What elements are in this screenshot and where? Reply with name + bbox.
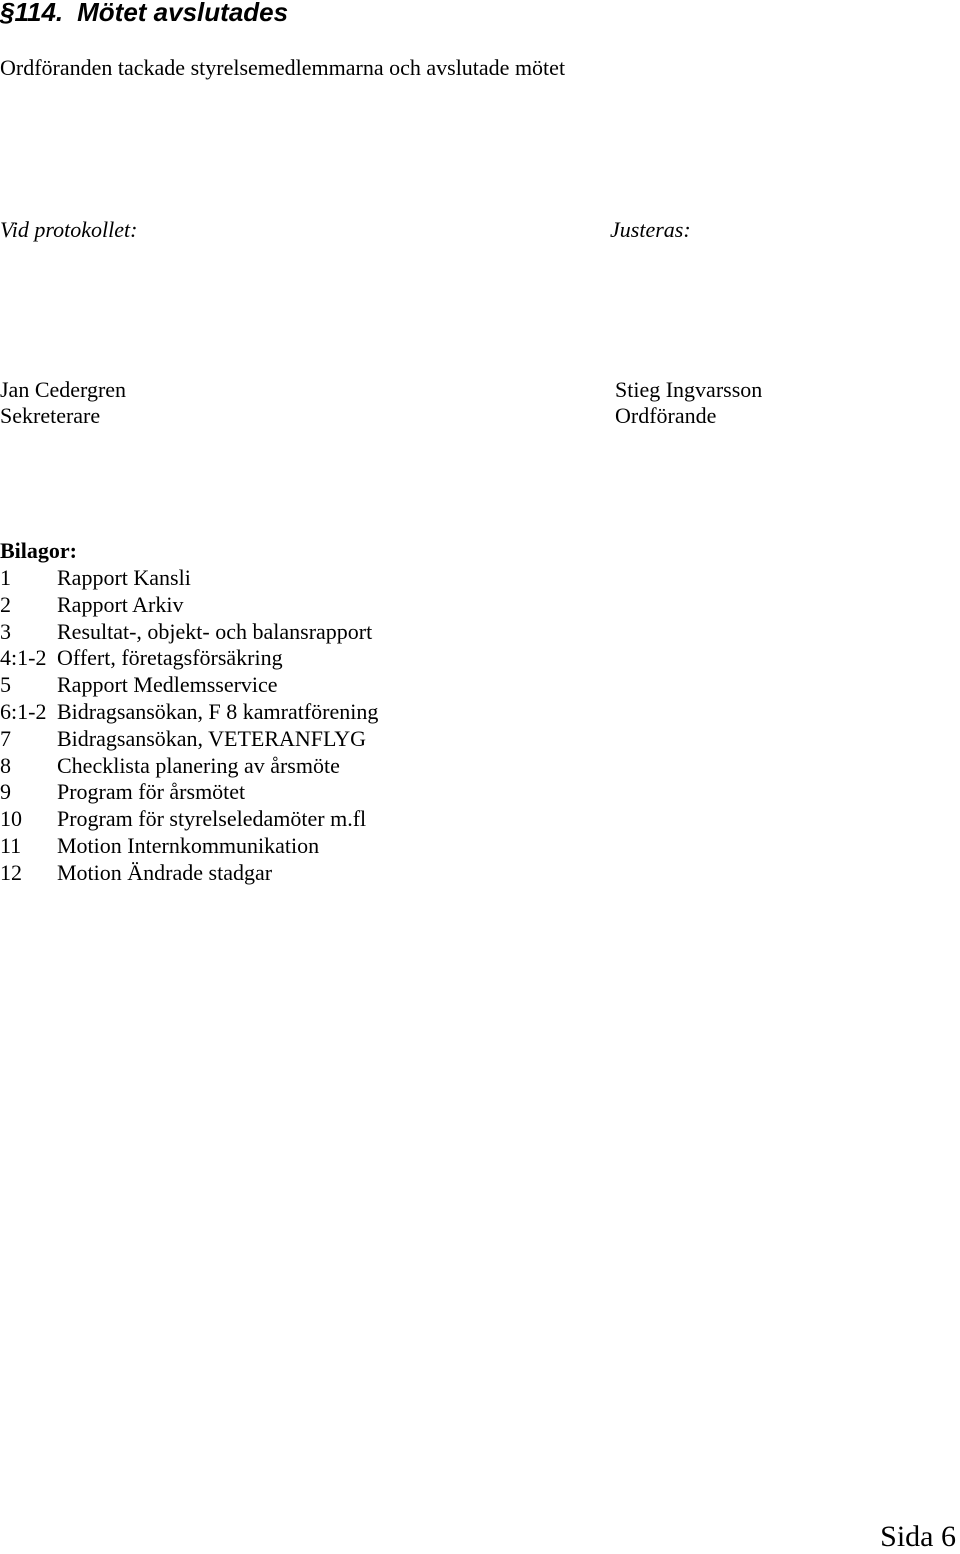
closing-paragraph: Ordföranden tackade styrelsemedlemmarna och avslutade mötet xyxy=(0,55,566,80)
attachment-title: Motion Internkommunikation xyxy=(57,832,320,858)
attachment-number: 3 xyxy=(0,618,11,644)
attachment-title: Bidragsansökan, VETERANFLYG xyxy=(57,725,367,751)
attachment-number: 10 xyxy=(0,806,22,832)
section-number: §114. xyxy=(0,0,64,27)
attachment-title: Rapport Medlemsservice xyxy=(57,672,278,698)
approver-label: Justeras: xyxy=(610,217,691,242)
section-heading xyxy=(0,0,288,28)
attachment-number: 6:1-2 xyxy=(0,698,47,724)
chairman-role: Ordförande xyxy=(615,403,717,428)
attachment-title: Offert, företagsförsäkring xyxy=(57,645,283,671)
attachment-title: Program för styrelseledamöter m.fl xyxy=(57,806,367,832)
attachment-number: 1 xyxy=(0,565,11,590)
attachment-title: Resultat-, objekt- och balansrapport xyxy=(57,618,373,644)
attachment-number: 4:1-2 xyxy=(0,645,47,671)
chairman-name: Stieg Ingvarsson xyxy=(615,377,763,402)
attachment-title: Motion Ändrade stadgar xyxy=(57,859,273,885)
attachment-title: Program för årsmötet xyxy=(57,779,246,805)
attachment-number: 12 xyxy=(0,859,22,885)
chairman-signature-block xyxy=(615,377,762,429)
secretary-signature-block xyxy=(0,377,126,429)
attachment-number: 2 xyxy=(0,591,11,617)
attachment-title: Rapport Kansli xyxy=(57,565,191,590)
attachment-title: Rapport Arkiv xyxy=(57,591,184,617)
attachment-number: 8 xyxy=(0,752,11,778)
attachments-title: Bilagor: xyxy=(0,538,77,563)
secretary-name: Jan Cedergren xyxy=(0,377,127,402)
attachment-number: 5 xyxy=(0,672,11,698)
attachment-number: 9 xyxy=(0,779,11,805)
attachment-title: Checklista planering av årsmöte xyxy=(57,752,340,778)
secretary-role: Sekreterare xyxy=(0,403,101,428)
attachment-title: Bidragsansökan, F 8 kamratförening xyxy=(57,698,379,724)
attachment-number: 7 xyxy=(0,725,11,751)
minutes-taker-label: Vid protokollet: xyxy=(0,217,138,242)
page-number: Sida 6 xyxy=(880,1520,956,1553)
section-title: Mötet avslutades xyxy=(77,0,289,27)
attachment-number: 11 xyxy=(0,832,22,858)
